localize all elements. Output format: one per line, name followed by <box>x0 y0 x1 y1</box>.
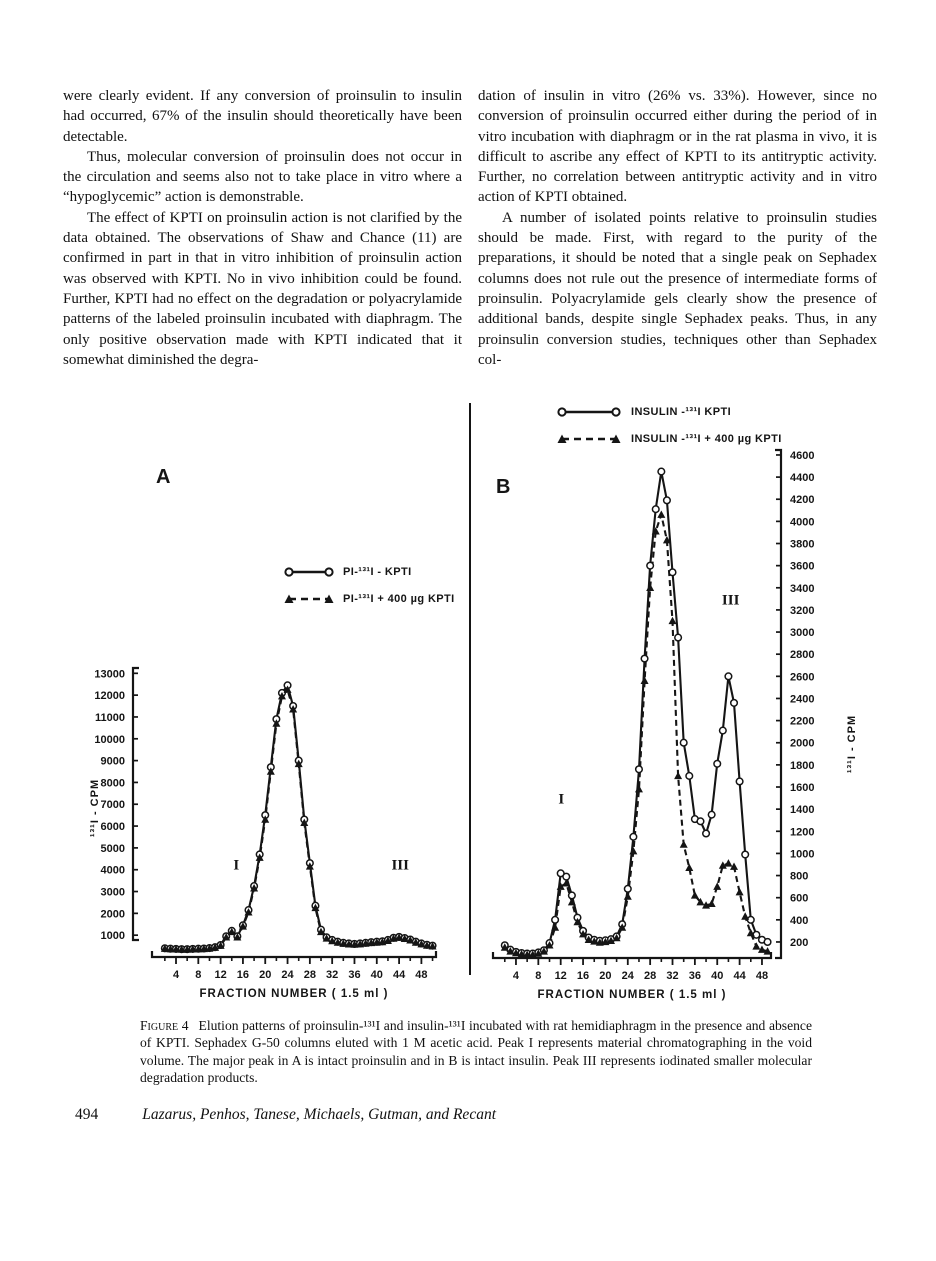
svg-text:10000: 10000 <box>94 733 125 746</box>
svg-text:8000: 8000 <box>100 777 125 790</box>
panel-a-label: A <box>156 466 171 488</box>
svg-text:2800: 2800 <box>790 649 815 662</box>
figure-caption-text: Elution patterns of proinsulin-¹³¹I and insulin-¹³¹I incubated with rat hemidiaphragm in the presence and absence of KPTI. Sephadex G-50 columns eluted with 1 M acetic acid. Peak I represents material chromatographing in the void volume. The major peak in A is intact proinsulin and in B is intact insulin. Peak III represents iodinated smaller molecular degradation products. <box>140 1018 812 1085</box>
svg-text:4200: 4200 <box>790 494 815 507</box>
svg-text:3000: 3000 <box>100 886 125 899</box>
svg-text:48: 48 <box>415 969 428 981</box>
svg-text:2200: 2200 <box>790 715 815 728</box>
svg-text:36: 36 <box>348 969 361 981</box>
svg-text:28: 28 <box>303 969 316 981</box>
svg-text:III: III <box>391 857 409 874</box>
svg-text:1200: 1200 <box>790 826 815 839</box>
svg-text:3200: 3200 <box>790 604 815 617</box>
chart-a-y-axis-title: ¹³¹I - CPM <box>89 778 101 838</box>
svg-text:1600: 1600 <box>790 782 815 795</box>
chart-a <box>60 630 470 1015</box>
svg-text:32: 32 <box>326 969 339 981</box>
svg-text:FRACTION NUMBER ( 1.5 ml ): FRACTION NUMBER ( 1.5 ml ) <box>537 989 727 1001</box>
svg-text:I: I <box>233 857 240 874</box>
svg-text:1000: 1000 <box>790 848 815 861</box>
svg-text:8: 8 <box>195 969 202 981</box>
svg-text:400: 400 <box>790 914 809 927</box>
svg-text:3400: 3400 <box>790 582 815 595</box>
svg-text:24: 24 <box>621 970 634 982</box>
svg-text:3800: 3800 <box>790 538 815 551</box>
body-paragraph: Thus, molecular conversion of proinsulin does not occur in the circulation and seems also not to take place in vitro where a “hypoglycemic” action is demonstrable. <box>63 148 462 206</box>
svg-text:6000: 6000 <box>100 821 125 834</box>
chart-b <box>460 420 900 1005</box>
svg-text:2400: 2400 <box>790 693 815 706</box>
svg-text:5000: 5000 <box>100 842 125 855</box>
svg-text:4000: 4000 <box>790 516 815 529</box>
svg-text:40: 40 <box>711 970 724 982</box>
svg-text:1400: 1400 <box>790 804 815 817</box>
legend-label: PI-¹³¹I - KPTI <box>343 565 412 578</box>
body-paragraph: The effect of KPTI on proinsulin action is not clarified by the data obtained. The observations of Shaw and Chance (11) are confirmed in part in that in vitro inhibition of proinsulin action was observed with KPTI. No in vivo inhibition could be found. Further, KPTI had no effect on the degradation or polyacrylamide patterns of the labeled proinsulin incubated with diaphragm. The only positive observation made with KPTI indicated that it somewhat diminished the degra- <box>63 209 462 368</box>
svg-text:48: 48 <box>755 970 769 982</box>
text-column-left <box>63 86 462 370</box>
svg-text:12: 12 <box>214 969 227 981</box>
text-column-right <box>478 86 877 370</box>
svg-text:12000: 12000 <box>94 690 125 703</box>
svg-text:12: 12 <box>554 970 567 982</box>
svg-text:FRACTION NUMBER ( 1.5 ml ): FRACTION NUMBER ( 1.5 ml ) <box>199 988 389 1000</box>
svg-text:4000: 4000 <box>100 864 125 877</box>
figure-caption <box>140 1017 812 1086</box>
svg-text:13000: 13000 <box>94 668 125 681</box>
legend-label: PI-¹³¹I + 400 µg KPTI <box>343 592 455 605</box>
svg-text:1000: 1000 <box>100 930 125 943</box>
svg-text:800: 800 <box>790 870 809 883</box>
svg-text:I: I <box>558 791 565 808</box>
legend-chart-a <box>284 558 455 612</box>
svg-text:24: 24 <box>281 969 294 981</box>
svg-text:2600: 2600 <box>790 671 815 684</box>
svg-text:16: 16 <box>236 969 250 981</box>
svg-text:3000: 3000 <box>790 627 815 640</box>
legend-item <box>284 585 455 612</box>
page-footer <box>75 1106 496 1124</box>
svg-text:36: 36 <box>688 970 702 982</box>
svg-text:44: 44 <box>733 970 746 982</box>
svg-text:4400: 4400 <box>790 472 815 485</box>
svg-text:3600: 3600 <box>790 560 815 573</box>
body-paragraph: dation of insulin in vitro (26% vs. 33%). However, since no conversion of proinsulin occurred either during the period of in vitro incubation with diaphragm or in the rat plasma in vivo, it is difficult to ascribe any effect of KPTI to its antitryptic activity. Further, no correlation between antitryptic activity and in vitro action of KPTI obtained. <box>478 88 877 206</box>
svg-text:2000: 2000 <box>790 737 815 750</box>
legend-label: INSULIN -¹³¹I KPTI <box>631 405 732 418</box>
svg-text:32: 32 <box>666 970 679 982</box>
figure-4 <box>0 390 936 1015</box>
svg-text:9000: 9000 <box>100 755 125 768</box>
running-authors: Lazarus, Penhos, Tanese, Michaels, Gutman, and Recant <box>142 1106 497 1123</box>
panel-b-label: B <box>496 476 511 498</box>
svg-text:III: III <box>721 592 740 609</box>
svg-text:8: 8 <box>535 970 542 982</box>
svg-text:2000: 2000 <box>100 908 125 921</box>
svg-text:4600: 4600 <box>790 449 815 462</box>
page-number: 494 <box>75 1106 99 1123</box>
filled-triangle-dashed-line-icon <box>284 593 334 605</box>
svg-text:4: 4 <box>172 969 180 981</box>
svg-text:200: 200 <box>790 936 809 949</box>
svg-text:44: 44 <box>392 969 406 981</box>
svg-text:40: 40 <box>370 969 383 981</box>
svg-text:4: 4 <box>512 970 520 982</box>
svg-text:20: 20 <box>259 969 272 981</box>
svg-text:28: 28 <box>644 970 657 982</box>
legend-item <box>284 558 455 585</box>
open-circle-solid-line-icon <box>284 566 334 578</box>
legend-label: INSULIN -¹³¹I + 400 µg KPTI <box>631 432 782 445</box>
figure-caption-label: Figure 4 <box>140 1018 189 1033</box>
svg-text:600: 600 <box>790 892 809 905</box>
chart-b-y-axis-title: ¹³¹I - CPM <box>846 714 858 774</box>
svg-text:11000: 11000 <box>95 711 125 724</box>
body-paragraph: were clearly evident. If any conversion of proinsulin to insulin had occurred, 67% of the insulin should theoretically have been detectable. <box>63 88 462 145</box>
svg-text:7000: 7000 <box>100 799 125 812</box>
body-paragraph: A number of isolated points relative to proinsulin studies should be made. First, with regard to the purity of the preparations, it should be noted that a single peak on Sephadex columns does not rule out the presence of intermediate forms of proinsulin. Polyacrylamide gels clearly show the presence of additional bands, despite single Sephadex peaks. Thus, in any proinsulin conversion studies, techniques other than Sephadex col- <box>478 209 877 368</box>
open-circle-solid-line-icon <box>556 406 622 418</box>
svg-text:1800: 1800 <box>790 759 815 772</box>
svg-text:20: 20 <box>599 970 612 982</box>
svg-text:16: 16 <box>576 970 590 982</box>
